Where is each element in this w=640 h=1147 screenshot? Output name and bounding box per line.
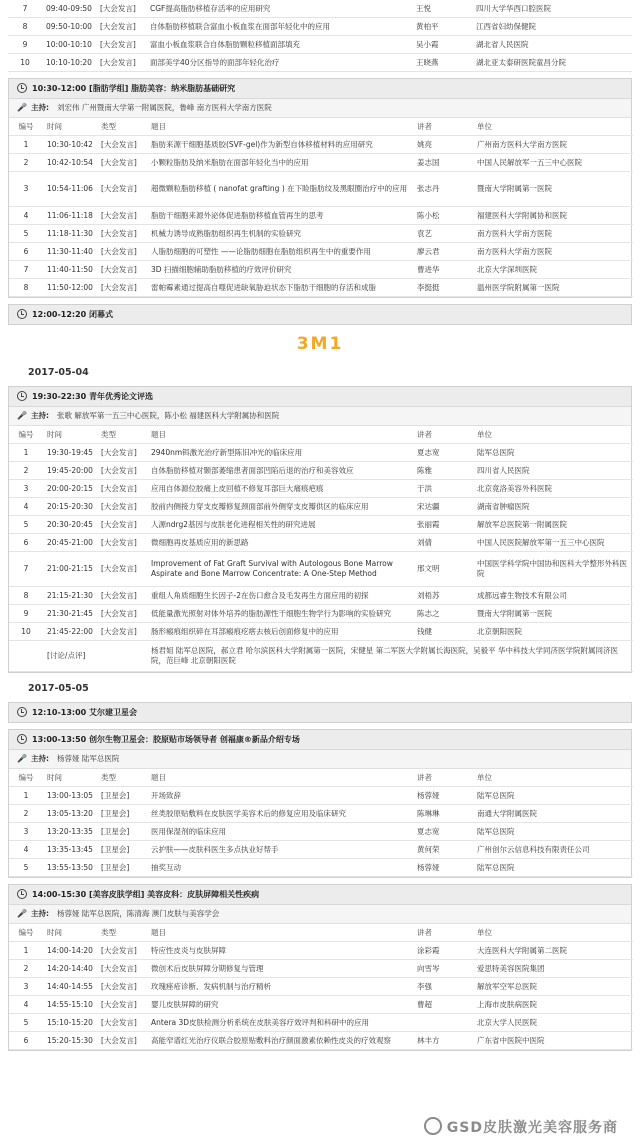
type-cell: [大会发言] xyxy=(97,978,147,996)
time-cell: 21:15-21:30 xyxy=(43,587,97,605)
time-cell: 14:55-15:10 xyxy=(43,996,97,1014)
type-cell: [大会发言] xyxy=(97,480,147,498)
clock-icon xyxy=(17,889,27,899)
time-cell: 21:30-21:45 xyxy=(43,605,97,623)
topic-cell: 婴儿皮肤屏障的研究 xyxy=(147,996,413,1014)
session-fat-nano xyxy=(8,78,632,298)
microphone-icon: 🎤 xyxy=(17,754,27,763)
topic-cell: 富血小板血浆联合自体脂肪颗粒移植面部填充 xyxy=(146,36,412,54)
row-number: 7 xyxy=(9,261,43,279)
time-cell: 20:45-21:00 xyxy=(43,534,97,552)
table-row xyxy=(9,261,633,279)
column-header: 类型 xyxy=(97,769,147,787)
table-header xyxy=(9,924,633,942)
table-row xyxy=(9,154,633,172)
unit-cell: 暨南大学附属第一医院 xyxy=(473,605,633,623)
column-header: 类型 xyxy=(97,924,147,942)
type-cell: [大会发言] xyxy=(97,261,147,279)
unit-cell: 湖北亚太泰研医院童昌分院 xyxy=(472,54,632,72)
type-cell: [大会发言] xyxy=(97,1014,147,1032)
type-cell: [卫星会] xyxy=(97,859,147,877)
topic-cell: 2940nm铒激光治疗新型陈旧冲光的临床应用 xyxy=(147,444,413,462)
table-row xyxy=(9,841,633,859)
row-number: 7 xyxy=(8,0,42,18)
row-number: 3 xyxy=(9,978,43,996)
wechat-logo-icon xyxy=(424,1117,442,1135)
topic-cell: CGF提高脂肪移植存活率的应用研究 xyxy=(146,0,412,18)
table-row xyxy=(9,587,633,605)
speaker-cell: 向雪岑 xyxy=(413,960,473,978)
time-cell: 10:30-10:42 xyxy=(43,136,97,154)
row-number: 1 xyxy=(9,942,43,960)
type-cell: [卫星会] xyxy=(97,823,147,841)
type-cell: [卫星会] xyxy=(97,805,147,823)
topic-cell: 脂肪来源干细胞基质胶(SVF-gel)作为新型自体移植材料的应用研究 xyxy=(147,136,413,154)
table-row xyxy=(9,960,633,978)
time-cell: 20:15-20:30 xyxy=(43,498,97,516)
column-header: 编号 xyxy=(9,118,43,136)
discussion-row xyxy=(9,641,633,672)
unit-cell: 北京朝阳医院 xyxy=(473,623,633,641)
time-cell: 20:30-20:45 xyxy=(43,516,97,534)
column-header: 编号 xyxy=(9,769,43,787)
topic-cell: 微创术后皮肤屏障分期修复与管理 xyxy=(147,960,413,978)
type-cell: [大会发言] xyxy=(97,605,147,623)
time-cell: 11:18-11:30 xyxy=(43,225,97,243)
time-cell: 21:45-22:00 xyxy=(43,623,97,641)
speaker-cell xyxy=(413,1014,473,1032)
table-row xyxy=(8,18,632,36)
topic-cell: 特应性皮炎与皮肤屏障 xyxy=(147,942,413,960)
table-row xyxy=(9,498,633,516)
time-cell: 13:35-13:45 xyxy=(43,841,97,859)
speaker-cell: 袁艺 xyxy=(413,225,473,243)
type-cell: [大会发言] xyxy=(97,279,147,297)
unit-cell: 上海市皮肤病医院 xyxy=(473,996,633,1014)
speaker-cell: 廖云君 xyxy=(413,243,473,261)
type-cell: [大会发言] xyxy=(97,444,147,462)
table-row xyxy=(9,444,633,462)
column-header: 单位 xyxy=(473,769,633,787)
row-number: 6 xyxy=(9,534,43,552)
time-cell: 10:42-10:54 xyxy=(43,154,97,172)
row-number: 1 xyxy=(9,136,43,154)
table-row xyxy=(9,225,633,243)
type-cell: [大会发言] xyxy=(97,942,147,960)
column-header: 类型 xyxy=(97,118,147,136)
unit-cell: 广东省中医院中医院 xyxy=(473,1032,633,1050)
unit-cell: 中国人民解放军一五三中心医院 xyxy=(473,154,633,172)
type-cell: [大会发言] xyxy=(97,534,147,552)
type-cell: [大会发言] xyxy=(97,136,147,154)
topic-cell: 高能窄谱红光治疗仪联合胶原贴敷料治疗颜面激素依赖性皮炎的疗效观察 xyxy=(147,1032,413,1050)
allergan-satellite xyxy=(8,702,632,723)
time-cell: 21:00-21:15 xyxy=(43,552,97,587)
table-row xyxy=(9,480,633,498)
topic-cell: 自体脂肪移植联合富血小板血浆在面部年轻化中的应用 xyxy=(146,18,412,36)
session-skin-barrier xyxy=(8,884,632,1051)
row-number: 2 xyxy=(9,805,43,823)
session-young-papers xyxy=(8,386,632,673)
row-number: 3 xyxy=(9,172,43,207)
topic-cell: 医用保湿剂的临床应用 xyxy=(147,823,413,841)
unit-cell: 大连医科大学附属第二医院 xyxy=(473,942,633,960)
speaker-cell: 钱健 xyxy=(413,623,473,641)
session-host: 🎤 主持: 张歌 解放军第一五三中心医院，陈小松 福建医科大学附属协和医院 xyxy=(9,407,631,426)
unit-cell: 暨南大学附属第一医院 xyxy=(473,172,633,207)
table-row xyxy=(9,1032,633,1050)
column-header: 题目 xyxy=(147,426,413,444)
topic-cell: 开场致辞 xyxy=(147,787,413,805)
unit-cell: 陆军总医院 xyxy=(473,444,633,462)
speaker-cell: 姜志国 xyxy=(413,154,473,172)
clock-icon xyxy=(17,309,27,319)
time-cell: 15:10-15:20 xyxy=(43,1014,97,1032)
type-cell: [大会发言] xyxy=(97,243,147,261)
unit-cell: 江西省妇幼保健院 xyxy=(472,18,632,36)
row-number: 5 xyxy=(9,859,43,877)
column-header: 题目 xyxy=(147,769,413,787)
column-header: 讲者 xyxy=(413,426,473,444)
type-cell: [大会发言] xyxy=(97,172,147,207)
table-row xyxy=(9,787,633,805)
column-header: 类型 xyxy=(97,426,147,444)
type-cell: [卫星会] xyxy=(97,787,147,805)
topic-cell: 云护肤——皮肤科医生多点执业好帮手 xyxy=(147,841,413,859)
watermark: GSD皮肤激光美容服务商 xyxy=(424,1117,618,1137)
row-number: 4 xyxy=(9,996,43,1014)
column-header: 讲者 xyxy=(413,118,473,136)
row-number: 9 xyxy=(8,36,42,54)
unit-cell: 陆军总医院 xyxy=(473,787,633,805)
speaker-cell: 曹超 xyxy=(413,996,473,1014)
speaker-cell: 李强 xyxy=(413,978,473,996)
row-number: 9 xyxy=(9,605,43,623)
clock-icon xyxy=(17,83,27,93)
table-row xyxy=(9,207,633,225)
unit-cell: 湖北省人民医院 xyxy=(472,36,632,54)
time-cell: 11:30-11:40 xyxy=(43,243,97,261)
type-cell: [大会发言] xyxy=(96,54,146,72)
unit-cell: 中国医学科学院中国协和医科大学整形外科医院 xyxy=(473,552,633,587)
session-table xyxy=(9,769,633,877)
row-number: 6 xyxy=(9,243,43,261)
topic-cell: 面部美学40分区指导的面部年轻化治疗 xyxy=(146,54,412,72)
session-title: 10:30-12:00 [脂肪学组] 脂肪美容：纳米脂肪基础研究 xyxy=(9,79,631,99)
speaker-cell: 林丰方 xyxy=(413,1032,473,1050)
speaker-cell: 王晓燕 xyxy=(412,54,472,72)
type-cell: [大会发言] xyxy=(97,516,147,534)
type-cell: [大会发言] xyxy=(97,154,147,172)
speaker-cell: 夏志宽 xyxy=(413,444,473,462)
unit-cell: 北京大学深圳医院 xyxy=(473,261,633,279)
type-cell: [大会发言] xyxy=(97,552,147,587)
speaker-cell: 张志丹 xyxy=(413,172,473,207)
time-cell: 20:00-20:15 xyxy=(43,480,97,498)
session-host: 🎤 主持: 杨蓉娅 陆军总医院 xyxy=(9,750,631,769)
table-row xyxy=(9,552,633,587)
row-number: 3 xyxy=(9,480,43,498)
row-number: 1 xyxy=(9,444,43,462)
speaker-cell: 陈小松 xyxy=(413,207,473,225)
session-host: 🎤 主持: 刘宏伟 广州暨南大学第一附属医院，鲁峰 南方医科大学南方医院 xyxy=(9,99,631,118)
column-header: 时间 xyxy=(43,118,97,136)
table-row xyxy=(9,136,633,154)
column-header: 单位 xyxy=(473,924,633,942)
time-cell: 11:40-11:50 xyxy=(43,261,97,279)
unit-cell: 解放军总医院第一附属医院 xyxy=(473,516,633,534)
topic-cell: 3D 扫描细胞辅助脂肪移植的疗效评价研究 xyxy=(147,261,413,279)
topic-cell: 超微颗粒脂肪移植 ( nanofat grafting ) 在下睑脂肪纹及黑眼圈治疗中的应用 xyxy=(147,172,413,207)
time-cell: 13:55-13:50 xyxy=(43,859,97,877)
table-row xyxy=(9,462,633,480)
speaker-cell: 夏志宽 xyxy=(413,823,473,841)
type-cell: [大会发言] xyxy=(97,498,147,516)
row-number: 5 xyxy=(9,1014,43,1032)
row-number: 4 xyxy=(9,498,43,516)
unit-cell: 广州南方医科大学南方医院 xyxy=(473,136,633,154)
closing-ceremony xyxy=(8,304,632,325)
speaker-cell: 刘倩 xyxy=(413,534,473,552)
unit-cell: 福建医科大学附属协和医院 xyxy=(473,207,633,225)
row-number: 5 xyxy=(9,516,43,534)
column-header: 单位 xyxy=(473,426,633,444)
speaker-cell: 陈雅 xyxy=(413,462,473,480)
topic-cell: 应用自体源位胶痛上皮回植不修复耳部巨大痛痕疤痕 xyxy=(147,480,413,498)
row-number: 8 xyxy=(9,279,43,297)
row-number: 4 xyxy=(9,841,43,859)
type-cell: [大会发言] xyxy=(97,996,147,1014)
column-header: 时间 xyxy=(43,924,97,942)
column-header: 讲者 xyxy=(413,769,473,787)
unit-cell: 北京大学人民医院 xyxy=(473,1014,633,1032)
time-cell: 10:54-11:06 xyxy=(43,172,97,207)
speaker-cell: 于洪 xyxy=(413,480,473,498)
speaker-cell: 涂彩霞 xyxy=(413,942,473,960)
unit-cell: 爱思特美容医院集团 xyxy=(473,960,633,978)
speaker-cell: 曹进华 xyxy=(413,261,473,279)
unit-cell: 陆军总医院 xyxy=(473,823,633,841)
speaker-cell: 李挺挺 xyxy=(413,279,473,297)
topic-cell: Improvement of Fat Graft Survival with Autologous Bone Marrow Aspirate and Bone Marrow Concentrate: A One-Step Method xyxy=(147,552,413,587)
type-cell: [大会发言] xyxy=(97,1032,147,1050)
type-cell: [大会发言] xyxy=(96,18,146,36)
row-number: 2 xyxy=(9,462,43,480)
topic-cell: 雷帕霉素通过提高自噬促进缺氧胁迫状态下脂肪干细胞的存活和成脂 xyxy=(147,279,413,297)
time-cell: 11:06-11:18 xyxy=(43,207,97,225)
speaker-cell: 陈志之 xyxy=(413,605,473,623)
clock-icon xyxy=(17,707,27,717)
unit-cell: 陆军总医院 xyxy=(473,859,633,877)
topic-cell: 机械力诱导成熟脂肪组织再生机制的实验研究 xyxy=(147,225,413,243)
speaker-cell: 黄柏平 xyxy=(412,18,472,36)
session-table xyxy=(9,426,633,672)
time-cell: 19:45-20:00 xyxy=(43,462,97,480)
speaker-cell: 刘梧苏 xyxy=(413,587,473,605)
speaker-cell: 王悦 xyxy=(412,0,472,18)
unit-cell: 南通大学附属医院 xyxy=(473,805,633,823)
session-table xyxy=(9,118,633,297)
speaker-cell: 陈琳琳 xyxy=(413,805,473,823)
time-cell: 13:20-13:35 xyxy=(43,823,97,841)
clock-icon xyxy=(17,734,27,744)
row-number: 2 xyxy=(9,154,43,172)
unit-cell: 温州医学院附属第一医院 xyxy=(473,279,633,297)
column-header: 题目 xyxy=(147,924,413,942)
microphone-icon: 🎤 xyxy=(17,909,27,918)
session-table xyxy=(9,924,633,1050)
discussion-text: 杨君姐 陆军总医院，郝立君 哈尔滨医科大学附属第一医院，宋健星 第二军医大学附属长海医院，吴毅平 华中科技大学同济医学院附属同济医院，范巨峰 北京朝阳医院 xyxy=(147,641,633,672)
column-header: 时间 xyxy=(43,426,97,444)
unit-cell: 成都远睿生物技术有限公司 xyxy=(473,587,633,605)
unit-cell: 中国人民医院解放军第一五三中心医院 xyxy=(473,534,633,552)
row-number: 10 xyxy=(8,54,42,72)
speaker-cell: 杨蓉娅 xyxy=(413,787,473,805)
type-cell: [大会发言] xyxy=(97,960,147,978)
time-cell: 13:00-13:05 xyxy=(43,787,97,805)
speaker-cell: 姚亮 xyxy=(413,136,473,154)
table-row xyxy=(9,279,633,297)
time-cell: 15:20-15:30 xyxy=(43,1032,97,1050)
speaker-cell: 张丽霞 xyxy=(413,516,473,534)
row-number: 8 xyxy=(9,587,43,605)
table-row xyxy=(9,534,633,552)
topic-cell: Antera 3D皮肤检测分析系统在皮肤美容疗效评判和科研中的应用 xyxy=(147,1014,413,1032)
topic-cell: 胶前内侧接力穿支皮瓣修复颈面部前外侧穿支皮瓣供区的临床应用 xyxy=(147,498,413,516)
speaker-cell: 宋达疆 xyxy=(413,498,473,516)
topic-cell: 脂肪干细胞来源外泌体促进脂肪移植血管再生的思考 xyxy=(147,207,413,225)
session-title: 13:00-13:50 创尔生物卫星会：胶原贴市场领导者 创福康®新品介绍专场 xyxy=(9,730,631,750)
topic-cell: 自体脂肪移植对颞部萎缩患者面部凹陷后退的治疗和美容效应 xyxy=(147,462,413,480)
date-heading: 2017-05-04 xyxy=(28,367,89,378)
table-row xyxy=(9,623,633,641)
row-number: 4 xyxy=(9,207,43,225)
session-satellite-chuanger xyxy=(8,729,632,878)
column-header: 讲者 xyxy=(413,924,473,942)
topic-cell: 低能量激光照射对体外培养的脂肪源性干细胞生物学行为影响的实验研究 xyxy=(147,605,413,623)
table-row xyxy=(9,605,633,623)
session-host: 🎤 主持: 杨蓉娅 陆军总医院，陈清海 澳门皮肤与美容学会 xyxy=(9,905,631,924)
column-header: 题目 xyxy=(147,118,413,136)
time-cell: 14:00-14:20 xyxy=(43,942,97,960)
time-cell: 14:40-14:55 xyxy=(43,978,97,996)
topic-cell: 抽奖互动 xyxy=(147,859,413,877)
table-row xyxy=(9,942,633,960)
row-number: 7 xyxy=(9,552,43,587)
unit-cell: 湖南省肿瘤医院 xyxy=(473,498,633,516)
table-row xyxy=(9,1014,633,1032)
topic-cell: 玫瑰痤疮诊断、发病机制与治疗精析 xyxy=(147,978,413,996)
row-number: 10 xyxy=(9,623,43,641)
row-number: 5 xyxy=(9,225,43,243)
clock-icon xyxy=(17,391,27,401)
speaker-cell: 邢文明 xyxy=(413,552,473,587)
type-cell: [大会发言] xyxy=(96,36,146,54)
date-heading: 2017-05-05 xyxy=(28,683,89,694)
time-cell: 09:40-09:50 xyxy=(42,0,96,18)
row-number: 1 xyxy=(9,787,43,805)
table-row xyxy=(8,54,632,72)
table-row xyxy=(9,516,633,534)
unit-cell: 南方医科大学南方医院 xyxy=(473,243,633,261)
session-title: 12:00-12:20 闭幕式 xyxy=(9,305,631,324)
time-cell: 19:30-19:45 xyxy=(43,444,97,462)
type-cell: [大会发言] xyxy=(97,587,147,605)
table-row xyxy=(9,172,633,207)
table-row xyxy=(8,0,632,18)
top-rows-table xyxy=(8,0,632,72)
type-cell: [大会发言] xyxy=(97,623,147,641)
unit-cell: 四川省人民医院 xyxy=(473,462,633,480)
session-title: 12:10-13:00 艾尔建卫星会 xyxy=(9,703,631,722)
type-cell: [大会发言] xyxy=(97,207,147,225)
time-cell: 14:20-14:40 xyxy=(43,960,97,978)
topic-cell: 重组人角质细胞生长因子-2在伤口愈合及毛发再生方面应用的初探 xyxy=(147,587,413,605)
unit-cell: 北京竟洛美容外科医院 xyxy=(473,480,633,498)
unit-cell: 解放军空军总医院 xyxy=(473,978,633,996)
column-header: 单位 xyxy=(473,118,633,136)
table-header xyxy=(9,769,633,787)
room-title: 3M1 xyxy=(296,334,344,354)
table-row xyxy=(9,243,633,261)
column-header: 编号 xyxy=(9,426,43,444)
microphone-icon: 🎤 xyxy=(17,411,27,420)
row-number: 3 xyxy=(9,823,43,841)
topic-cell: 微细胞再皮基质应用的新思路 xyxy=(147,534,413,552)
column-header: 时间 xyxy=(43,769,97,787)
column-header: 编号 xyxy=(9,924,43,942)
schedule-page xyxy=(8,0,632,1051)
time-cell: 11:50-12:00 xyxy=(43,279,97,297)
topic-cell: 人脂肪细胞的可塑性 ——论脂肪细胞在脂肪组织再生中的重要作用 xyxy=(147,243,413,261)
table-header xyxy=(9,426,633,444)
table-row xyxy=(9,859,633,877)
table-row xyxy=(9,805,633,823)
topic-cell: 肠形瘢痕组织碎在耳部瘢痕疙瘩去核后创面修复中的应用 xyxy=(147,623,413,641)
type-cell: [大会发言] xyxy=(97,225,147,243)
time-cell: 10:00-10:10 xyxy=(42,36,96,54)
speaker-cell: 杨蓉娅 xyxy=(413,859,473,877)
unit-cell: 四川大学华西口腔医院 xyxy=(472,0,632,18)
speaker-cell: 黄何荣 xyxy=(413,841,473,859)
topic-cell: 小颗粒脂肪及纳米脂肪在面部年轻化当中的应用 xyxy=(147,154,413,172)
table-row xyxy=(8,36,632,54)
type-cell: [卫星会] xyxy=(97,841,147,859)
time-cell: 09:50-10:00 xyxy=(42,18,96,36)
topic-cell: 丝类胶原贴敷料在皮肤医学美容术后的修复应用及临床研究 xyxy=(147,805,413,823)
table-header xyxy=(9,118,633,136)
type-cell: [大会发言] xyxy=(96,0,146,18)
type-cell: [大会发言] xyxy=(97,462,147,480)
speaker-cell: 吴小霞 xyxy=(412,36,472,54)
table-row xyxy=(9,996,633,1014)
session-title: 19:30-22:30 青年优秀论文评选 xyxy=(9,387,631,407)
row-number: 6 xyxy=(9,1032,43,1050)
topic-cell: 人源ndrg2基因与皮肤老化进程相关性的研究进展 xyxy=(147,516,413,534)
row-number: 2 xyxy=(9,960,43,978)
time-cell: 13:05-13:20 xyxy=(43,805,97,823)
microphone-icon: 🎤 xyxy=(17,103,27,112)
unit-cell: 南方医科大学南方医院 xyxy=(473,225,633,243)
table-row xyxy=(9,978,633,996)
discussion-label: [讨论/点评] xyxy=(43,641,147,672)
unit-cell: 广州创尔云信息科技有限责任公司 xyxy=(473,841,633,859)
time-cell: 10:10-10:20 xyxy=(42,54,96,72)
row-number: 8 xyxy=(8,18,42,36)
session-title: 14:00-15:30 [美容皮肤学组] 美容皮科：皮肤屏障相关性疾病 xyxy=(9,885,631,905)
table-row xyxy=(9,823,633,841)
